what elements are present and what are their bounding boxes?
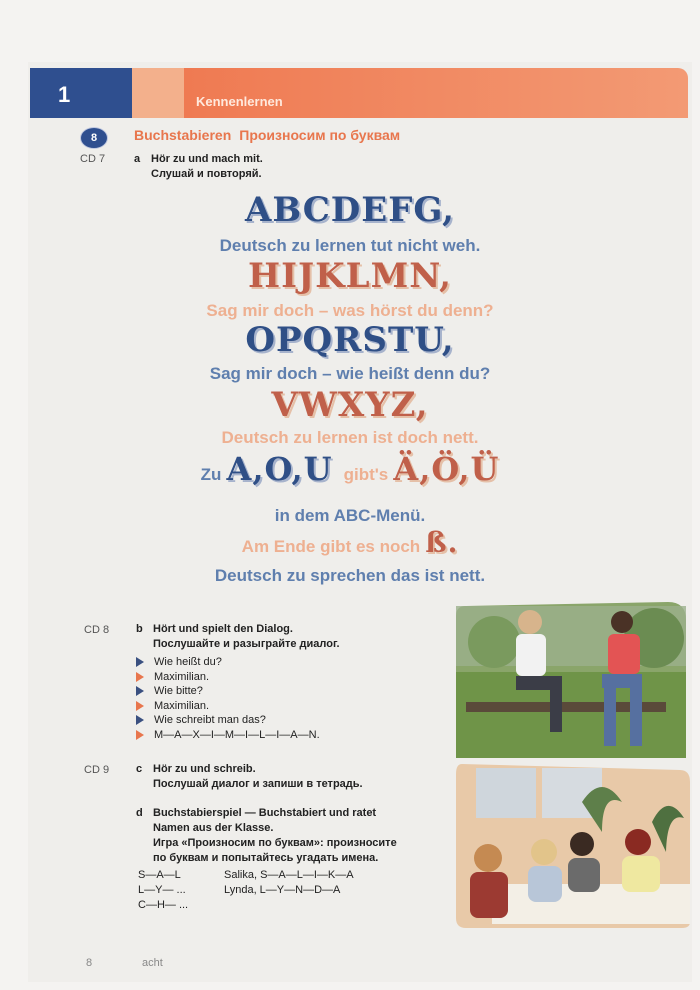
task-letter: d bbox=[136, 807, 143, 819]
section-title-de: Buchstabieren bbox=[134, 127, 232, 143]
dialog-line: Wie bitte? bbox=[136, 685, 320, 700]
cd-track-label: CD 8 bbox=[84, 624, 110, 636]
chapter-title: Kennenlernen bbox=[196, 94, 283, 109]
dialog-line: M—A—X—I—M—I—L—I—A—N. bbox=[136, 729, 320, 744]
poem-line-8: Deutsch zu sprechen das ist nett. bbox=[214, 566, 486, 585]
task-instruction-ru: Послушайте и разыграйте диалог. bbox=[153, 638, 340, 650]
poem-line-1: Deutsch zu lernen tut nicht weh. bbox=[219, 236, 481, 255]
dialog-list bbox=[136, 656, 320, 743]
alphabet-row-4: VWXYZ, bbox=[271, 385, 429, 425]
speaker-a-marker-icon bbox=[136, 686, 144, 696]
cd-track-label: CD 7 bbox=[80, 153, 106, 165]
dialog-line: Wie heißt du? bbox=[136, 656, 320, 671]
task-b bbox=[136, 622, 340, 652]
task-instruction-ru: Игра «Произносим по буквам»: произносите bbox=[153, 837, 397, 849]
spelling-example: Salika, S—A—L—I—K—A bbox=[224, 869, 354, 881]
speaker-b-marker-icon bbox=[136, 730, 144, 740]
task-instruction-de: Hör zu und schreib. bbox=[153, 763, 256, 775]
cd-track-label: CD 9 bbox=[84, 764, 110, 776]
photo-teens-on-bench bbox=[454, 602, 688, 758]
umlauts: Ä,Ö,Ü bbox=[393, 450, 500, 488]
task-c bbox=[136, 762, 363, 792]
spelling-example: S—A—L bbox=[138, 869, 181, 881]
dialog-line: Maximilian. bbox=[136, 671, 320, 686]
alphabet-row-3: OPQRSTU, bbox=[245, 320, 455, 360]
vowels-aou: A,O,U bbox=[226, 450, 333, 488]
task-letter: a bbox=[134, 153, 141, 165]
task-instruction-de: Hört und spielt den Dialog. bbox=[153, 623, 293, 635]
poem-line-3: Sag mir doch – wie heißt denn du? bbox=[209, 364, 491, 383]
chapter-number: 1 bbox=[58, 82, 71, 107]
poem-line-7: Am Ende gibt es noch bbox=[241, 537, 421, 556]
poem-line-2: Sag mir doch – was hörst du denn? bbox=[206, 301, 494, 320]
speaker-b-marker-icon bbox=[136, 701, 144, 711]
poem-gibts: gibt's bbox=[343, 465, 389, 484]
task-instruction-ru: Послушай диалог и запиши в тетрадь. bbox=[153, 778, 363, 790]
dialog-line: Maximilian. bbox=[136, 700, 320, 715]
alphabet-row-1: ABCDEFG, bbox=[244, 190, 455, 230]
task-d bbox=[136, 806, 397, 866]
chapter-number-box bbox=[30, 68, 132, 118]
spelling-example: C—H— ... bbox=[138, 899, 189, 911]
eszett-letter: ß. bbox=[425, 526, 459, 559]
speaker-a-marker-icon bbox=[136, 657, 144, 667]
alphabet-row-2: HIJKLMN, bbox=[248, 256, 452, 296]
page-number: 8 bbox=[86, 957, 93, 969]
speaker-b-marker-icon bbox=[136, 672, 144, 682]
dialog-line: Wie schreibt man das? bbox=[136, 714, 320, 729]
task-instruction-ru: по буквам и попытайтесь угадать имена. bbox=[153, 852, 379, 864]
speaker-a-marker-icon bbox=[136, 715, 144, 725]
spelling-examples-col-1 bbox=[138, 868, 188, 913]
spelling-example: Lynda, L—Y—N—D—A bbox=[224, 884, 341, 896]
poem-umlaut-line bbox=[0, 450, 700, 488]
poem-zu: Zu bbox=[200, 465, 222, 484]
task-a bbox=[134, 152, 263, 182]
spelling-example: L—Y— ... bbox=[138, 884, 186, 896]
section-number-badge: 8 bbox=[80, 127, 108, 149]
task-letter: b bbox=[136, 623, 143, 635]
poem-eszett-line bbox=[0, 526, 700, 559]
task-instruction-de: Hör zu und mach mit. bbox=[151, 153, 263, 165]
chapter-title-bar bbox=[184, 68, 688, 118]
chapter-header bbox=[30, 68, 688, 118]
poem-line-6: in dem ABC-Menü. bbox=[274, 506, 426, 525]
spelling-examples-col-2 bbox=[224, 868, 354, 898]
page-number-word: acht bbox=[142, 957, 163, 969]
task-instruction-de: Buchstabierspiel — Buchstabiert und ratet bbox=[153, 807, 377, 819]
poem-line-4: Deutsch zu lernen ist doch nett. bbox=[221, 428, 479, 447]
task-letter: c bbox=[136, 763, 143, 775]
task-instruction-de: Namen aus der Klasse. bbox=[153, 822, 274, 834]
section-title bbox=[134, 127, 400, 143]
section-title-ru: Произносим по буквам bbox=[239, 127, 401, 143]
header-accent bbox=[132, 68, 184, 118]
task-instruction-ru: Слушай и повторяй. bbox=[151, 168, 262, 180]
photo-students-at-table bbox=[452, 762, 692, 930]
